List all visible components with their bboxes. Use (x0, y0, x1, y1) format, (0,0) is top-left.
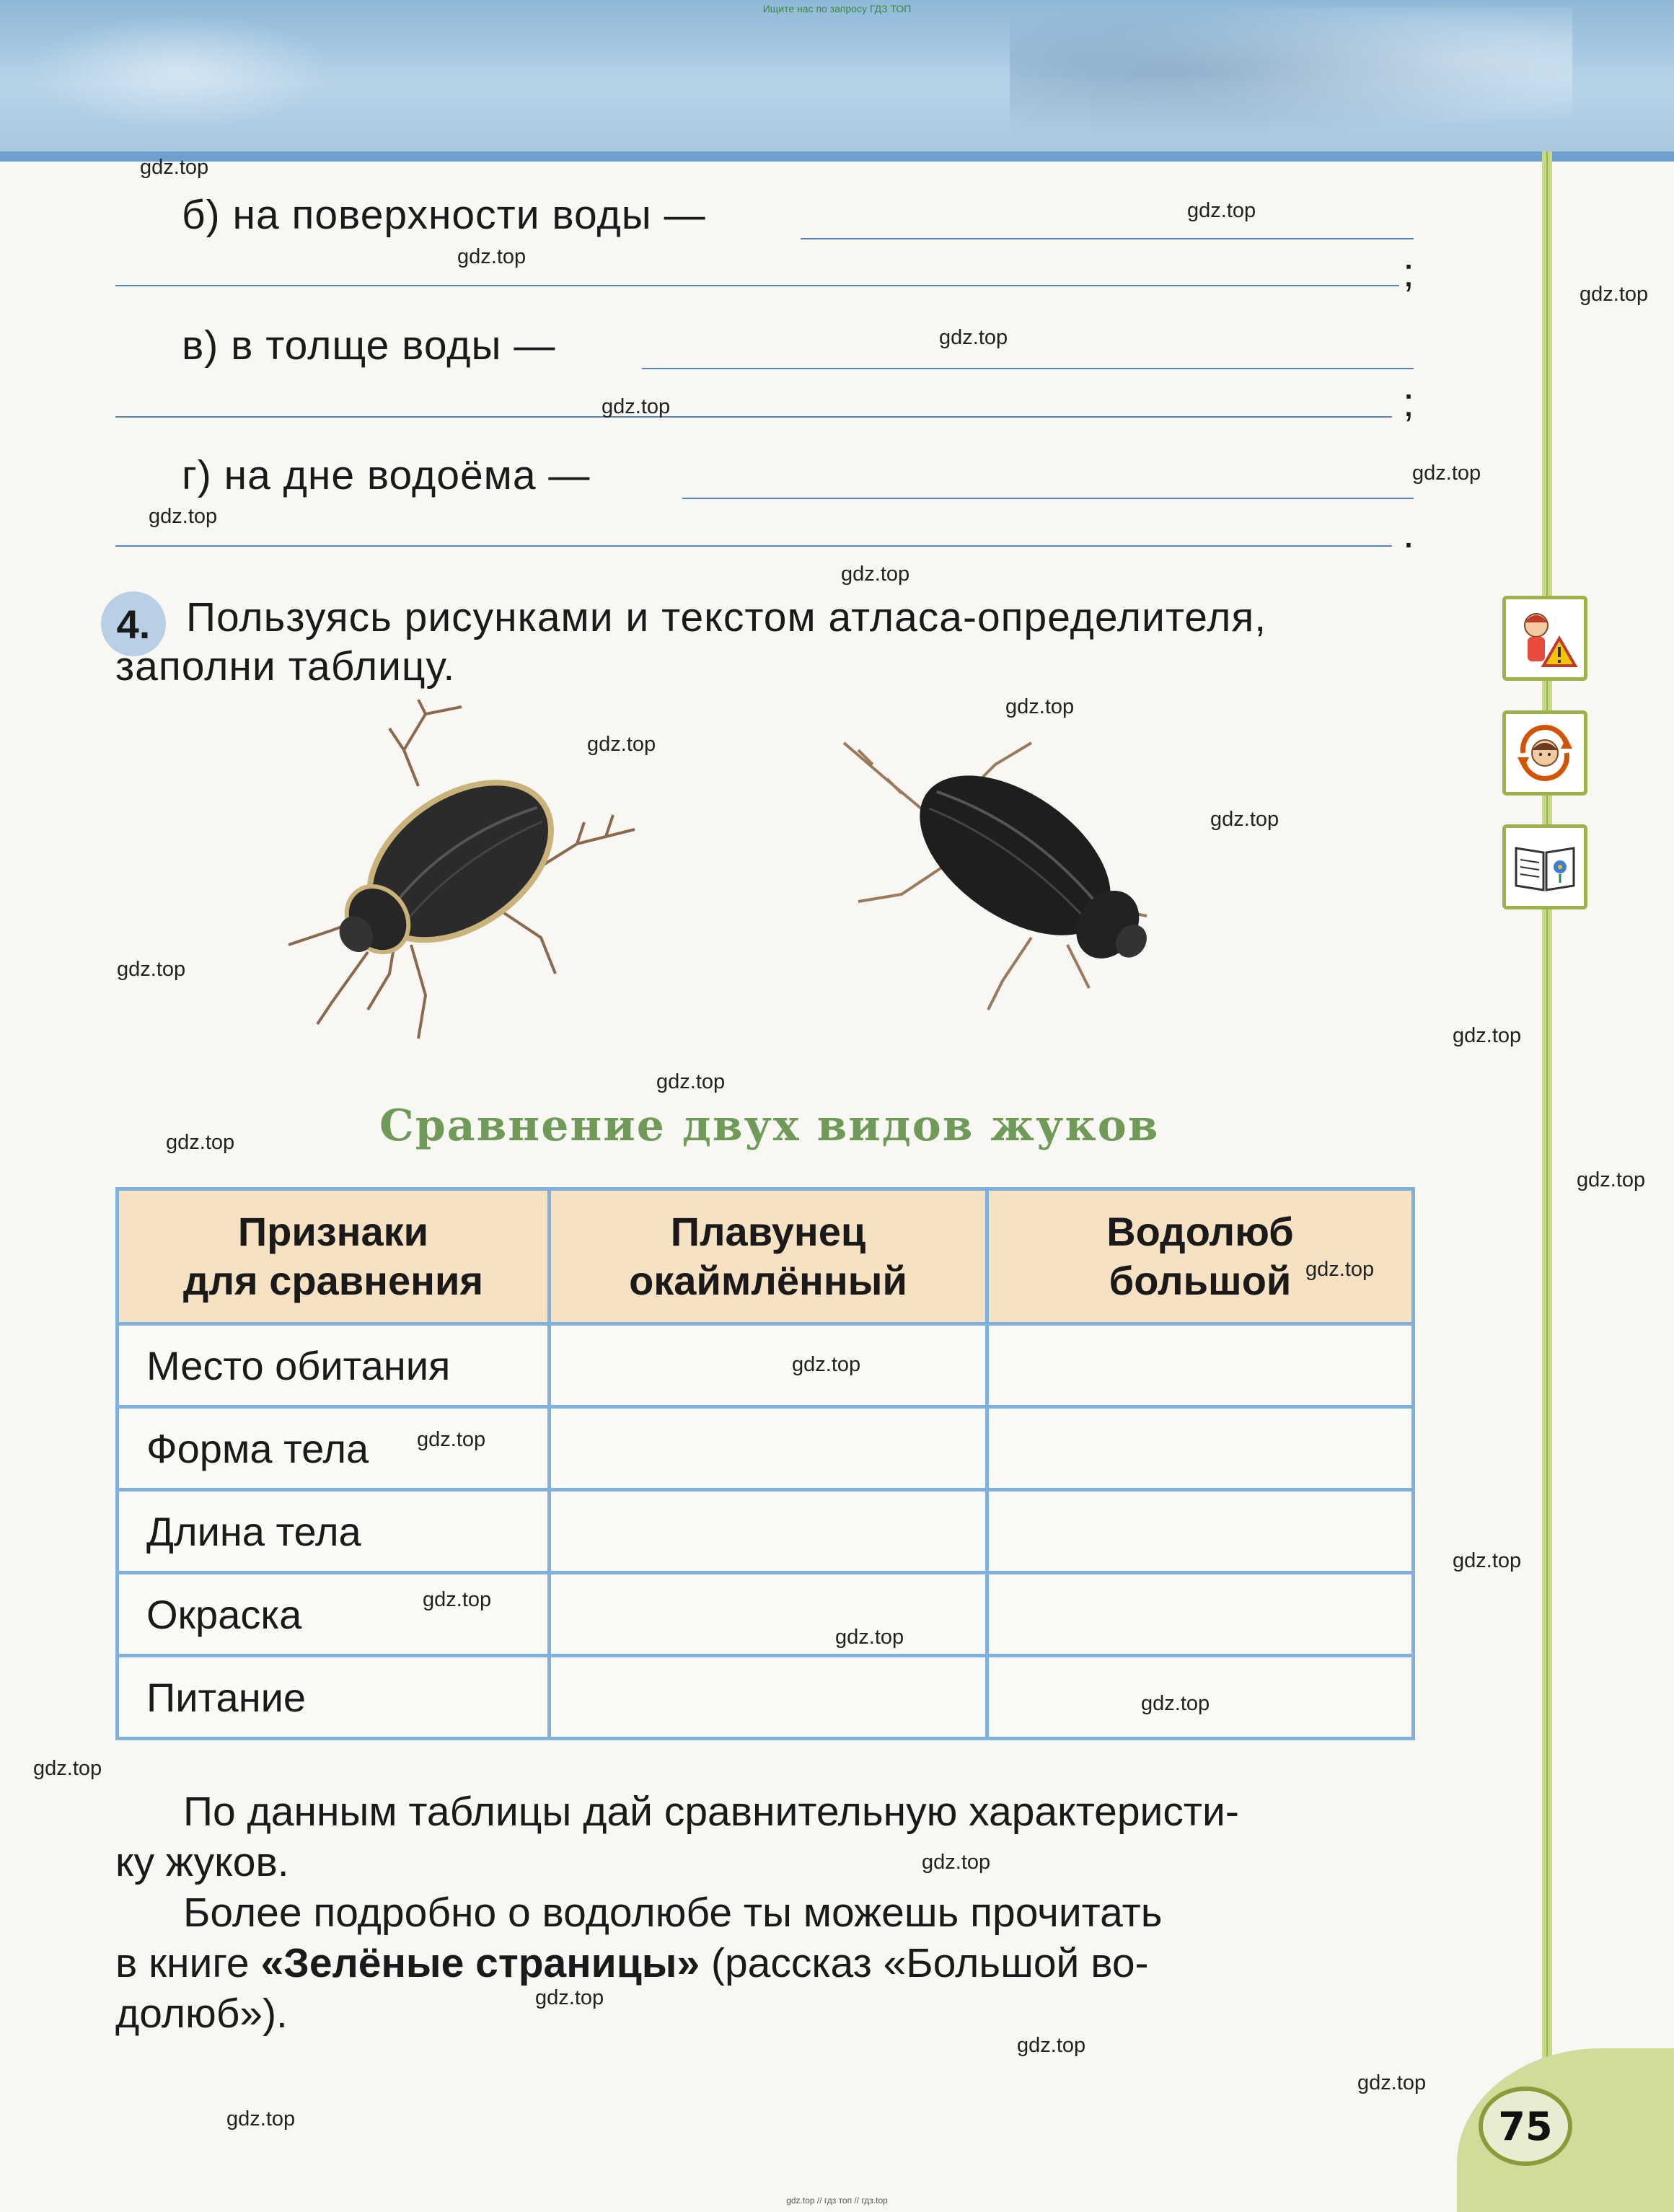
item-v-answer-line[interactable] (642, 368, 1414, 369)
row-label: Длина тела (118, 1490, 550, 1573)
answer-cell[interactable] (550, 1656, 987, 1739)
table-caption: Сравнение двух видов жуков (379, 1101, 1160, 1151)
green-pages-book-title: «Зелёные страницы» (260, 1940, 700, 1986)
answer-cell[interactable] (550, 1573, 987, 1656)
item-v-answer-line-2[interactable] (115, 416, 1392, 418)
header-banner (0, 0, 1674, 162)
row-label: Форма тела (118, 1407, 550, 1490)
bottom-note: gdz.top // гдз топ // гдз.top (786, 2195, 888, 2206)
watermark: gdz.top (423, 1588, 492, 1611)
answer-cell[interactable] (987, 1324, 1414, 1407)
watermark: gdz.top (417, 1428, 486, 1451)
header-vodolyub: Водолюб большой (987, 1189, 1414, 1324)
paragraph1-line2: ку жуков. (115, 1839, 289, 1885)
item-g-answer-line-2[interactable] (115, 545, 1392, 547)
watermark: gdz.top (656, 1070, 726, 1093)
header-criteria: Признаки для сравнения (118, 1189, 550, 1324)
safety-icon[interactable] (1502, 596, 1587, 681)
watermark: gdz.top (117, 958, 186, 981)
row-label: Питание (118, 1656, 550, 1739)
item-g-answer-line[interactable] (682, 498, 1414, 499)
item-g-text: г) на дне водоёма — (182, 452, 591, 498)
watermark: gdz.top (602, 395, 671, 418)
table-row (118, 1573, 1414, 1656)
answer-cell[interactable] (987, 1573, 1414, 1656)
child-cycle-icon[interactable] (1502, 710, 1587, 796)
page-number: 75 (1479, 2087, 1572, 2166)
watermark: gdz.top (1017, 2034, 1086, 2057)
watermark: gdz.top (939, 326, 1008, 349)
watermark: gdz.top (149, 505, 218, 528)
table-row (118, 1324, 1414, 1407)
watermark: gdz.top (835, 1626, 904, 1649)
answer-cell[interactable] (550, 1324, 987, 1407)
watermark: gdz.top (1577, 1168, 1646, 1191)
watermark: gdz.top (33, 1757, 102, 1780)
header-plavunets: Плавунец окаймлённый (550, 1189, 987, 1324)
paragraph1-line1: По данным таблицы дай сравнительную характеристи- (183, 1789, 1239, 1835)
row-label: Место обитания (118, 1324, 550, 1407)
watermark: gdz.top (457, 245, 527, 268)
watermark: gdz.top (1453, 1549, 1522, 1572)
watermark: gdz.top (792, 1353, 861, 1376)
table-row (118, 1407, 1414, 1490)
answer-cell[interactable] (987, 1407, 1414, 1490)
paragraph2-line1: Более подробно о водолюбе ты можешь прочитать (183, 1890, 1163, 1936)
exercise-text-line1: Пользуясь рисунками и текстом атласа-определителя, (186, 594, 1267, 640)
watermark: gdz.top (1357, 2071, 1427, 2094)
item-v-semicolon: ; (1403, 379, 1415, 426)
watermark: gdz.top (166, 1131, 235, 1154)
water-scavenger-beetle-illustration (815, 721, 1219, 1039)
top-note: Ищите нас по запросу ГДЗ ТОП (762, 3, 912, 14)
watermark: gdz.top (535, 1986, 604, 2009)
watermark: gdz.top (140, 156, 209, 179)
watermark: gdz.top (1305, 1258, 1375, 1281)
table-row (118, 1490, 1414, 1573)
watermark: gdz.top (1141, 1692, 1210, 1715)
table-header-row (118, 1189, 1414, 1324)
watermark: gdz.top (1412, 462, 1481, 485)
book-icon[interactable] (1502, 824, 1587, 909)
exercise-text-line2: заполни таблицу. (115, 643, 456, 689)
paragraph2-line2: в книге «Зелёные страницы» (рассказ «Большой во- (115, 1940, 1149, 1986)
comparison-table (115, 1187, 1415, 1740)
item-b-answer-line-2[interactable] (115, 285, 1399, 286)
side-rail-line (1546, 151, 1548, 2113)
watermark: gdz.top (1453, 1024, 1522, 1047)
watermark: gdz.top (1005, 695, 1075, 718)
watermark: gdz.top (1210, 808, 1279, 831)
item-g-period: . (1403, 511, 1415, 557)
watermark: gdz.top (841, 563, 910, 586)
watermark: gdz.top (922, 1851, 991, 1874)
item-v-text: в) в толще воды — (182, 322, 556, 369)
answer-cell[interactable] (987, 1490, 1414, 1573)
item-b-answer-line[interactable] (801, 238, 1414, 239)
row-label: Окраска (118, 1573, 550, 1656)
exercise-number: 4. (101, 591, 166, 656)
item-b-semicolon: ; (1403, 250, 1415, 296)
watermark: gdz.top (1187, 199, 1256, 222)
table-row (118, 1656, 1414, 1739)
item-b-text: б) на поверхности воды — (182, 192, 706, 238)
watermark: gdz.top (587, 733, 656, 756)
answer-cell[interactable] (550, 1490, 987, 1573)
watermark: gdz.top (226, 2107, 296, 2131)
watermark: gdz.top (1580, 283, 1649, 306)
answer-cell[interactable] (550, 1407, 987, 1490)
paragraph2-line3: долюб»). (115, 1991, 288, 2037)
